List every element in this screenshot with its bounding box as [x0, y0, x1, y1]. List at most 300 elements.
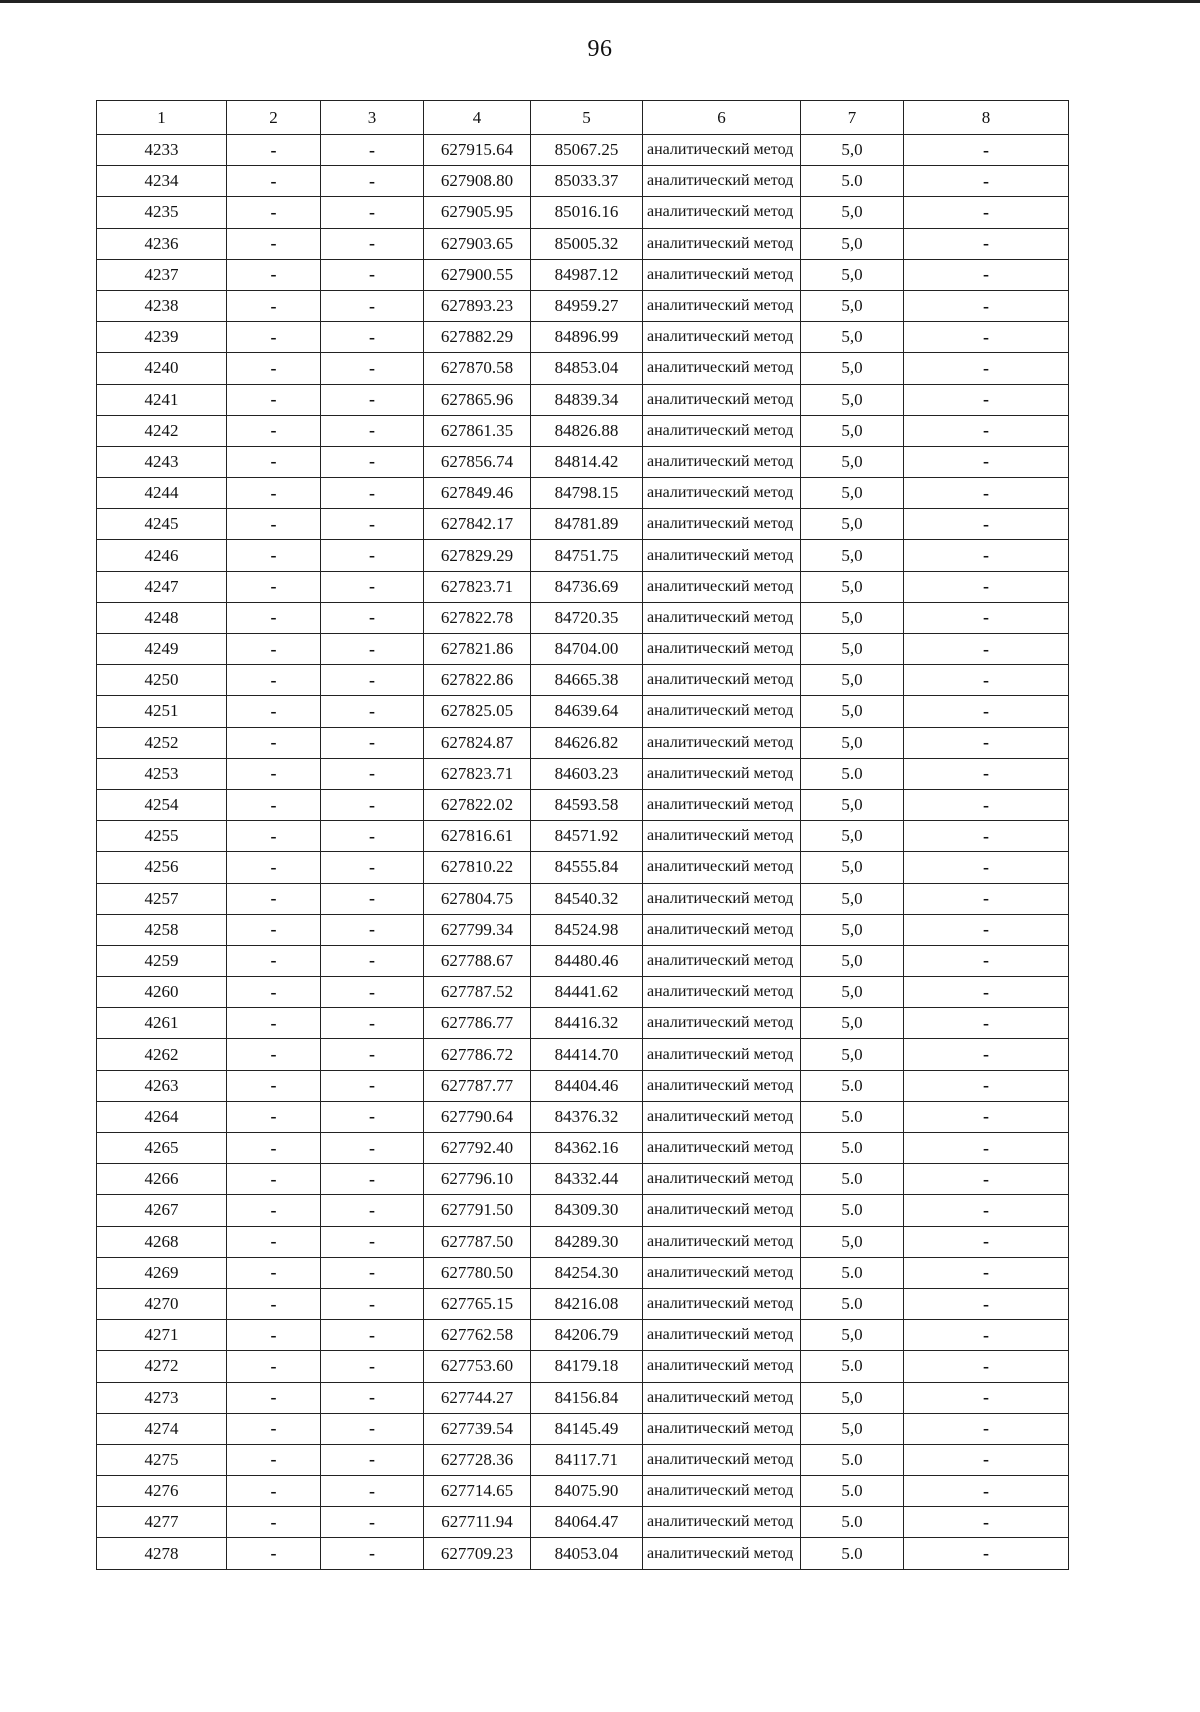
table-row: [97, 1195, 1069, 1226]
point-number-cell: 4266: [97, 1164, 227, 1195]
point-number-cell: 4243: [97, 446, 227, 477]
point-number-cell: 4249: [97, 634, 227, 665]
method-cell: аналитический метод: [643, 322, 801, 353]
table-row: [97, 883, 1069, 914]
y-coordinate-cell: 85016.16: [531, 197, 643, 228]
table-header-row: [97, 101, 1069, 135]
col2-cell: -: [227, 1164, 321, 1195]
method-cell: аналитический метод: [643, 290, 801, 321]
x-coordinate-cell: 627791.50: [424, 1195, 531, 1226]
col2-cell: -: [227, 197, 321, 228]
point-number-cell: 4270: [97, 1288, 227, 1319]
point-number-cell: 4278: [97, 1538, 227, 1569]
y-coordinate-cell: 84571.92: [531, 821, 643, 852]
col8-cell: -: [904, 1101, 1069, 1132]
col8-cell: -: [904, 914, 1069, 945]
col2-cell: -: [227, 634, 321, 665]
point-number-cell: 4241: [97, 384, 227, 415]
col3-cell: -: [321, 384, 424, 415]
table-row: [97, 665, 1069, 696]
accuracy-cell: 5,0: [801, 228, 904, 259]
method-cell: аналитический метод: [643, 1413, 801, 1444]
accuracy-cell: 5.0: [801, 758, 904, 789]
col2-cell: -: [227, 665, 321, 696]
col2-cell: -: [227, 166, 321, 197]
y-coordinate-cell: 84053.04: [531, 1538, 643, 1569]
point-number-cell: 4271: [97, 1320, 227, 1351]
x-coordinate-cell: 627915.64: [424, 135, 531, 166]
column-header: 5: [531, 101, 643, 135]
point-number-cell: 4265: [97, 1133, 227, 1164]
point-number-cell: 4273: [97, 1382, 227, 1413]
y-coordinate-cell: 84441.62: [531, 977, 643, 1008]
accuracy-cell: 5.0: [801, 1351, 904, 1382]
point-number-cell: 4269: [97, 1257, 227, 1288]
point-number-cell: 4261: [97, 1008, 227, 1039]
col2-cell: -: [227, 446, 321, 477]
table-row: [97, 135, 1069, 166]
x-coordinate-cell: 627787.77: [424, 1070, 531, 1101]
accuracy-cell: 5,0: [801, 852, 904, 883]
accuracy-cell: 5,0: [801, 540, 904, 571]
col8-cell: -: [904, 1070, 1069, 1101]
point-number-cell: 4233: [97, 135, 227, 166]
point-number-cell: 4245: [97, 509, 227, 540]
method-cell: аналитический метод: [643, 1039, 801, 1070]
method-cell: аналитический метод: [643, 1101, 801, 1132]
point-number-cell: 4275: [97, 1444, 227, 1475]
x-coordinate-cell: 627816.61: [424, 821, 531, 852]
point-number-cell: 4268: [97, 1226, 227, 1257]
col3-cell: -: [321, 696, 424, 727]
table-row: [97, 602, 1069, 633]
point-number-cell: 4250: [97, 665, 227, 696]
accuracy-cell: 5,0: [801, 914, 904, 945]
table-row: [97, 977, 1069, 1008]
x-coordinate-cell: 627824.87: [424, 727, 531, 758]
point-number-cell: 4244: [97, 478, 227, 509]
table-row: [97, 322, 1069, 353]
point-number-cell: 4234: [97, 166, 227, 197]
point-number-cell: 4277: [97, 1507, 227, 1538]
col3-cell: -: [321, 478, 424, 509]
col2-cell: -: [227, 1476, 321, 1507]
x-coordinate-cell: 627893.23: [424, 290, 531, 321]
accuracy-cell: 5,0: [801, 1413, 904, 1444]
table-row: [97, 259, 1069, 290]
col8-cell: -: [904, 1476, 1069, 1507]
y-coordinate-cell: 84665.38: [531, 665, 643, 696]
y-coordinate-cell: 84736.69: [531, 571, 643, 602]
col3-cell: -: [321, 1538, 424, 1569]
y-coordinate-cell: 84704.00: [531, 634, 643, 665]
col8-cell: -: [904, 789, 1069, 820]
col2-cell: -: [227, 602, 321, 633]
y-coordinate-cell: 84145.49: [531, 1413, 643, 1444]
col8-cell: -: [904, 290, 1069, 321]
point-number-cell: 4272: [97, 1351, 227, 1382]
col8-cell: -: [904, 1382, 1069, 1413]
col8-cell: -: [904, 353, 1069, 384]
accuracy-cell: 5,0: [801, 665, 904, 696]
x-coordinate-cell: 627825.05: [424, 696, 531, 727]
accuracy-cell: 5,0: [801, 197, 904, 228]
y-coordinate-cell: 84720.35: [531, 602, 643, 633]
column-header: 8: [904, 101, 1069, 135]
col2-cell: -: [227, 1101, 321, 1132]
col2-cell: -: [227, 1413, 321, 1444]
method-cell: аналитический метод: [643, 1070, 801, 1101]
y-coordinate-cell: 84781.89: [531, 509, 643, 540]
column-header: 4: [424, 101, 531, 135]
x-coordinate-cell: 627711.94: [424, 1507, 531, 1538]
col3-cell: -: [321, 1257, 424, 1288]
method-cell: аналитический метод: [643, 228, 801, 259]
col3-cell: -: [321, 259, 424, 290]
y-coordinate-cell: 84117.71: [531, 1444, 643, 1475]
y-coordinate-cell: 85067.25: [531, 135, 643, 166]
point-number-cell: 4263: [97, 1070, 227, 1101]
y-coordinate-cell: 84414.70: [531, 1039, 643, 1070]
y-coordinate-cell: 84156.84: [531, 1382, 643, 1413]
x-coordinate-cell: 627870.58: [424, 353, 531, 384]
table-row: [97, 290, 1069, 321]
col8-cell: -: [904, 1320, 1069, 1351]
scan-top-border: [0, 0, 1200, 3]
table-row: [97, 914, 1069, 945]
col3-cell: -: [321, 135, 424, 166]
accuracy-cell: 5.0: [801, 1257, 904, 1288]
accuracy-cell: 5.0: [801, 1444, 904, 1475]
col8-cell: -: [904, 1008, 1069, 1039]
point-number-cell: 4238: [97, 290, 227, 321]
y-coordinate-cell: 84814.42: [531, 446, 643, 477]
table-row: [97, 758, 1069, 789]
col3-cell: -: [321, 977, 424, 1008]
col8-cell: -: [904, 1288, 1069, 1319]
table-row: [97, 1226, 1069, 1257]
table-row: [97, 384, 1069, 415]
col2-cell: -: [227, 228, 321, 259]
method-cell: аналитический метод: [643, 1008, 801, 1039]
col8-cell: -: [904, 571, 1069, 602]
x-coordinate-cell: 627822.02: [424, 789, 531, 820]
x-coordinate-cell: 627856.74: [424, 446, 531, 477]
col2-cell: -: [227, 1320, 321, 1351]
point-number-cell: 4260: [97, 977, 227, 1008]
method-cell: аналитический метод: [643, 945, 801, 976]
col8-cell: -: [904, 446, 1069, 477]
method-cell: аналитический метод: [643, 259, 801, 290]
table-row: [97, 1288, 1069, 1319]
col3-cell: -: [321, 322, 424, 353]
method-cell: аналитический метод: [643, 540, 801, 571]
col2-cell: -: [227, 1538, 321, 1569]
x-coordinate-cell: 627861.35: [424, 415, 531, 446]
col2-cell: -: [227, 1507, 321, 1538]
method-cell: аналитический метод: [643, 758, 801, 789]
col8-cell: -: [904, 665, 1069, 696]
point-number-cell: 4240: [97, 353, 227, 384]
col8-cell: -: [904, 1507, 1069, 1538]
y-coordinate-cell: 84206.79: [531, 1320, 643, 1351]
accuracy-cell: 5,0: [801, 821, 904, 852]
x-coordinate-cell: 627799.34: [424, 914, 531, 945]
col2-cell: -: [227, 1257, 321, 1288]
col3-cell: -: [321, 1164, 424, 1195]
col2-cell: -: [227, 1008, 321, 1039]
x-coordinate-cell: 627709.23: [424, 1538, 531, 1569]
table-row: [97, 821, 1069, 852]
method-cell: аналитический метод: [643, 852, 801, 883]
accuracy-cell: 5,0: [801, 883, 904, 914]
x-coordinate-cell: 627882.29: [424, 322, 531, 353]
table-row: [97, 727, 1069, 758]
col8-cell: -: [904, 1413, 1069, 1444]
col2-cell: -: [227, 571, 321, 602]
point-number-cell: 4276: [97, 1476, 227, 1507]
method-cell: аналитический метод: [643, 1226, 801, 1257]
x-coordinate-cell: 627822.86: [424, 665, 531, 696]
x-coordinate-cell: 627821.86: [424, 634, 531, 665]
col2-cell: -: [227, 727, 321, 758]
accuracy-cell: 5,0: [801, 322, 904, 353]
table-row: [97, 571, 1069, 602]
y-coordinate-cell: 84064.47: [531, 1507, 643, 1538]
col2-cell: -: [227, 1226, 321, 1257]
point-number-cell: 4248: [97, 602, 227, 633]
col8-cell: -: [904, 1195, 1069, 1226]
col2-cell: -: [227, 883, 321, 914]
table-row: [97, 696, 1069, 727]
y-coordinate-cell: 84404.46: [531, 1070, 643, 1101]
column-header: 3: [321, 101, 424, 135]
y-coordinate-cell: 84626.82: [531, 727, 643, 758]
point-number-cell: 4252: [97, 727, 227, 758]
col8-cell: -: [904, 1351, 1069, 1382]
method-cell: аналитический метод: [643, 446, 801, 477]
method-cell: аналитический метод: [643, 665, 801, 696]
col3-cell: -: [321, 821, 424, 852]
accuracy-cell: 5.0: [801, 1133, 904, 1164]
table-row: [97, 353, 1069, 384]
method-cell: аналитический метод: [643, 634, 801, 665]
column-header: 7: [801, 101, 904, 135]
accuracy-cell: 5,0: [801, 353, 904, 384]
col2-cell: -: [227, 290, 321, 321]
x-coordinate-cell: 627788.67: [424, 945, 531, 976]
col3-cell: -: [321, 228, 424, 259]
accuracy-cell: 5.0: [801, 1070, 904, 1101]
method-cell: аналитический метод: [643, 415, 801, 446]
col8-cell: -: [904, 228, 1069, 259]
table-row: [97, 1320, 1069, 1351]
table-row: [97, 1008, 1069, 1039]
x-coordinate-cell: 627796.10: [424, 1164, 531, 1195]
method-cell: аналитический метод: [643, 1195, 801, 1226]
accuracy-cell: 5,0: [801, 478, 904, 509]
y-coordinate-cell: 84179.18: [531, 1351, 643, 1382]
point-number-cell: 4254: [97, 789, 227, 820]
point-number-cell: 4246: [97, 540, 227, 571]
method-cell: аналитический метод: [643, 883, 801, 914]
method-cell: аналитический метод: [643, 789, 801, 820]
col2-cell: -: [227, 852, 321, 883]
method-cell: аналитический метод: [643, 1476, 801, 1507]
table-row: [97, 1507, 1069, 1538]
col2-cell: -: [227, 1382, 321, 1413]
col3-cell: -: [321, 197, 424, 228]
table-row: [97, 1413, 1069, 1444]
col8-cell: -: [904, 166, 1069, 197]
col2-cell: -: [227, 1133, 321, 1164]
col2-cell: -: [227, 353, 321, 384]
method-cell: аналитический метод: [643, 696, 801, 727]
y-coordinate-cell: 84216.08: [531, 1288, 643, 1319]
table-row: [97, 1257, 1069, 1288]
accuracy-cell: 5,0: [801, 1382, 904, 1413]
accuracy-cell: 5,0: [801, 602, 904, 633]
accuracy-cell: 5,0: [801, 1226, 904, 1257]
x-coordinate-cell: 627792.40: [424, 1133, 531, 1164]
col2-cell: -: [227, 415, 321, 446]
method-cell: аналитический метод: [643, 1164, 801, 1195]
point-number-cell: 4264: [97, 1101, 227, 1132]
x-coordinate-cell: 627744.27: [424, 1382, 531, 1413]
col2-cell: -: [227, 540, 321, 571]
col2-cell: -: [227, 322, 321, 353]
col3-cell: -: [321, 1039, 424, 1070]
column-header: 6: [643, 101, 801, 135]
y-coordinate-cell: 84603.23: [531, 758, 643, 789]
col3-cell: -: [321, 1288, 424, 1319]
col3-cell: -: [321, 1351, 424, 1382]
y-coordinate-cell: 84075.90: [531, 1476, 643, 1507]
col3-cell: -: [321, 1008, 424, 1039]
point-number-cell: 4251: [97, 696, 227, 727]
col8-cell: -: [904, 852, 1069, 883]
method-cell: аналитический метод: [643, 509, 801, 540]
accuracy-cell: 5,0: [801, 634, 904, 665]
x-coordinate-cell: 627810.22: [424, 852, 531, 883]
col3-cell: -: [321, 945, 424, 976]
table-row: [97, 228, 1069, 259]
col3-cell: -: [321, 789, 424, 820]
table-row: [97, 197, 1069, 228]
table-row: [97, 1351, 1069, 1382]
method-cell: аналитический метод: [643, 1288, 801, 1319]
table-row: [97, 540, 1069, 571]
col3-cell: -: [321, 415, 424, 446]
col2-cell: -: [227, 259, 321, 290]
col8-cell: -: [904, 1538, 1069, 1569]
col3-cell: -: [321, 883, 424, 914]
col8-cell: -: [904, 1444, 1069, 1475]
accuracy-cell: 5,0: [801, 384, 904, 415]
method-cell: аналитический метод: [643, 1351, 801, 1382]
accuracy-cell: 5,0: [801, 789, 904, 820]
col8-cell: -: [904, 478, 1069, 509]
point-number-cell: 4239: [97, 322, 227, 353]
column-header: 2: [227, 101, 321, 135]
point-number-cell: 4274: [97, 1413, 227, 1444]
x-coordinate-cell: 627865.96: [424, 384, 531, 415]
method-cell: аналитический метод: [643, 1538, 801, 1569]
x-coordinate-cell: 627823.71: [424, 758, 531, 789]
coordinates-table: [96, 100, 1069, 1570]
col3-cell: -: [321, 1320, 424, 1351]
accuracy-cell: 5.0: [801, 1101, 904, 1132]
y-coordinate-cell: 84362.16: [531, 1133, 643, 1164]
y-coordinate-cell: 85033.37: [531, 166, 643, 197]
y-coordinate-cell: 84798.15: [531, 478, 643, 509]
col8-cell: -: [904, 322, 1069, 353]
col3-cell: -: [321, 353, 424, 384]
col3-cell: -: [321, 290, 424, 321]
accuracy-cell: 5.0: [801, 1538, 904, 1569]
point-number-cell: 4257: [97, 883, 227, 914]
col8-cell: -: [904, 384, 1069, 415]
point-number-cell: 4258: [97, 914, 227, 945]
table-row: [97, 166, 1069, 197]
col2-cell: -: [227, 945, 321, 976]
method-cell: аналитический метод: [643, 1320, 801, 1351]
col3-cell: -: [321, 1226, 424, 1257]
accuracy-cell: 5,0: [801, 1039, 904, 1070]
col2-cell: -: [227, 977, 321, 1008]
method-cell: аналитический метод: [643, 166, 801, 197]
method-cell: аналитический метод: [643, 602, 801, 633]
col3-cell: -: [321, 1444, 424, 1475]
col2-cell: -: [227, 1039, 321, 1070]
y-coordinate-cell: 84332.44: [531, 1164, 643, 1195]
col3-cell: -: [321, 1382, 424, 1413]
y-coordinate-cell: 85005.32: [531, 228, 643, 259]
table-row: [97, 789, 1069, 820]
accuracy-cell: 5,0: [801, 135, 904, 166]
method-cell: аналитический метод: [643, 384, 801, 415]
accuracy-cell: 5,0: [801, 696, 904, 727]
method-cell: аналитический метод: [643, 821, 801, 852]
point-number-cell: 4256: [97, 852, 227, 883]
col8-cell: -: [904, 135, 1069, 166]
col2-cell: -: [227, 1351, 321, 1382]
point-number-cell: 4242: [97, 415, 227, 446]
col3-cell: -: [321, 1476, 424, 1507]
x-coordinate-cell: 627765.15: [424, 1288, 531, 1319]
col3-cell: -: [321, 446, 424, 477]
col3-cell: -: [321, 602, 424, 633]
col8-cell: -: [904, 945, 1069, 976]
accuracy-cell: 5,0: [801, 415, 904, 446]
col8-cell: -: [904, 540, 1069, 571]
point-number-cell: 4253: [97, 758, 227, 789]
y-coordinate-cell: 84524.98: [531, 914, 643, 945]
col8-cell: -: [904, 758, 1069, 789]
x-coordinate-cell: 627780.50: [424, 1257, 531, 1288]
method-cell: аналитический метод: [643, 1444, 801, 1475]
method-cell: аналитический метод: [643, 1507, 801, 1538]
method-cell: аналитический метод: [643, 197, 801, 228]
x-coordinate-cell: 627842.17: [424, 509, 531, 540]
x-coordinate-cell: 627728.36: [424, 1444, 531, 1475]
x-coordinate-cell: 627849.46: [424, 478, 531, 509]
method-cell: аналитический метод: [643, 353, 801, 384]
method-cell: аналитический метод: [643, 1382, 801, 1413]
accuracy-cell: 5,0: [801, 446, 904, 477]
point-number-cell: 4262: [97, 1039, 227, 1070]
x-coordinate-cell: 627753.60: [424, 1351, 531, 1382]
